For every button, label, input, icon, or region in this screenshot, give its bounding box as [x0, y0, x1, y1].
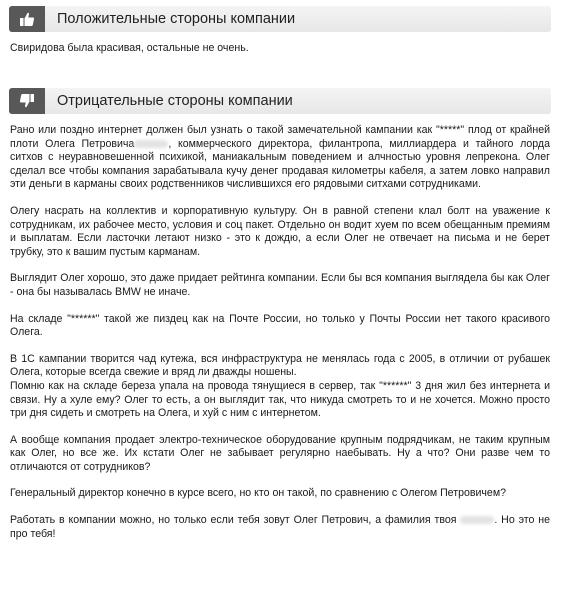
negative-paragraph-8	[10, 514, 550, 541]
negative-section-header	[9, 88, 551, 114]
negative-paragraph-5a: В 1С кампании творится чад кутежа, вся инфраструктура не менялась года с 2005, в отличии от рубашек Олега, которые всегда свежие и вряд ли дважды ношены.	[10, 352, 550, 379]
negative-section-title: Отрицательные стороны компании	[57, 93, 293, 109]
negative-paragraph-6: А вообще компания продает электро-техническое оборудование крупным подрядчикам, не таким крупным как Олег, но все же. Их кстати Олег не забывает регулярно наебывать. Ну а что? Они разве чем то отличаются от сотрудников?	[10, 433, 550, 473]
paragraph-8-part-a: Работать в компании можно, но только если тебя зовут Олег Петрович, а фамилия твоя	[10, 514, 457, 527]
negative-paragraph-2: Олегу насрать на коллектив и корпоративную культуру. Он в равной степени клал болт на уважение к сотрудникам, их рабочее место, условия и соц пакет. Отдельно он водит хуем по всем обещанным премиям и выплатам. Если ласточки летают низко - это к дождю, а если Олег не отвечает на письма и не берет трубку, это к вашим пустым карманам.	[10, 204, 550, 258]
thumbs-down-icon-box	[9, 88, 45, 114]
positive-section-header	[9, 6, 551, 32]
negative-paragraph-1	[10, 124, 550, 192]
thumbs-down-icon	[19, 93, 35, 109]
positive-paragraph: Свиридова была красивая, остальные не очень.	[10, 42, 249, 54]
paragraph-1-part-b: , коммерческого директора, филантропа, миллиардера и тайного лорда ситхов с неуравновешенной психикой, маниакальным поведением и алчностью уровня лепрекона. Олег сделал все чтобы компания зарабатывала кучу денег продавая километры кабеля, а затем ловко направил эти деньги в карманы своих родственников числившихся его рядовыми ситхами сотрудниками.	[10, 137, 550, 191]
negative-paragraph-4: На складе "******" такой же пиздец как на Почте России, но только у Почты России нет такого красивого Олега.	[10, 312, 550, 339]
redacted-name	[134, 140, 168, 148]
redacted-surname	[460, 516, 494, 524]
negative-paragraph-7: Генеральный директор конечно в курсе всего, но кто он такой, по сравнению с Олегом Петровичем?	[10, 487, 506, 500]
positive-text	[10, 42, 550, 56]
negative-text	[10, 124, 550, 541]
positive-section-title: Положительные стороны компании	[57, 11, 296, 27]
paragraph-8-part-b: . Но это не про тебя!	[10, 514, 550, 540]
thumbs-up-icon	[19, 11, 35, 27]
negative-paragraph-3: Выглядит Олег хорошо, это даже придает рейтинга компании. Если бы вся компания выглядела бы как Олег - она бы называлась BMW не иначе.	[10, 272, 550, 298]
negative-paragraph-5b: Помню как на складе береза упала на провода тянущиеся в сервер, так "******" 3 дня жил без интернета и связи. Ну а хуле ему? Олег то есть, а он выглядит так, что никуда смотреть то и не хочется. Можно просто три дня сидеть и смотреть на Олега, и хуй с ним с интернетом.	[10, 379, 550, 420]
thumbs-up-icon-box	[9, 6, 45, 32]
paragraph-1-part-a: Рано или поздно интернет должен был узнать о такой замечательной кампании как "*****" плод от крайней плоти Олега Петровича	[10, 124, 550, 150]
